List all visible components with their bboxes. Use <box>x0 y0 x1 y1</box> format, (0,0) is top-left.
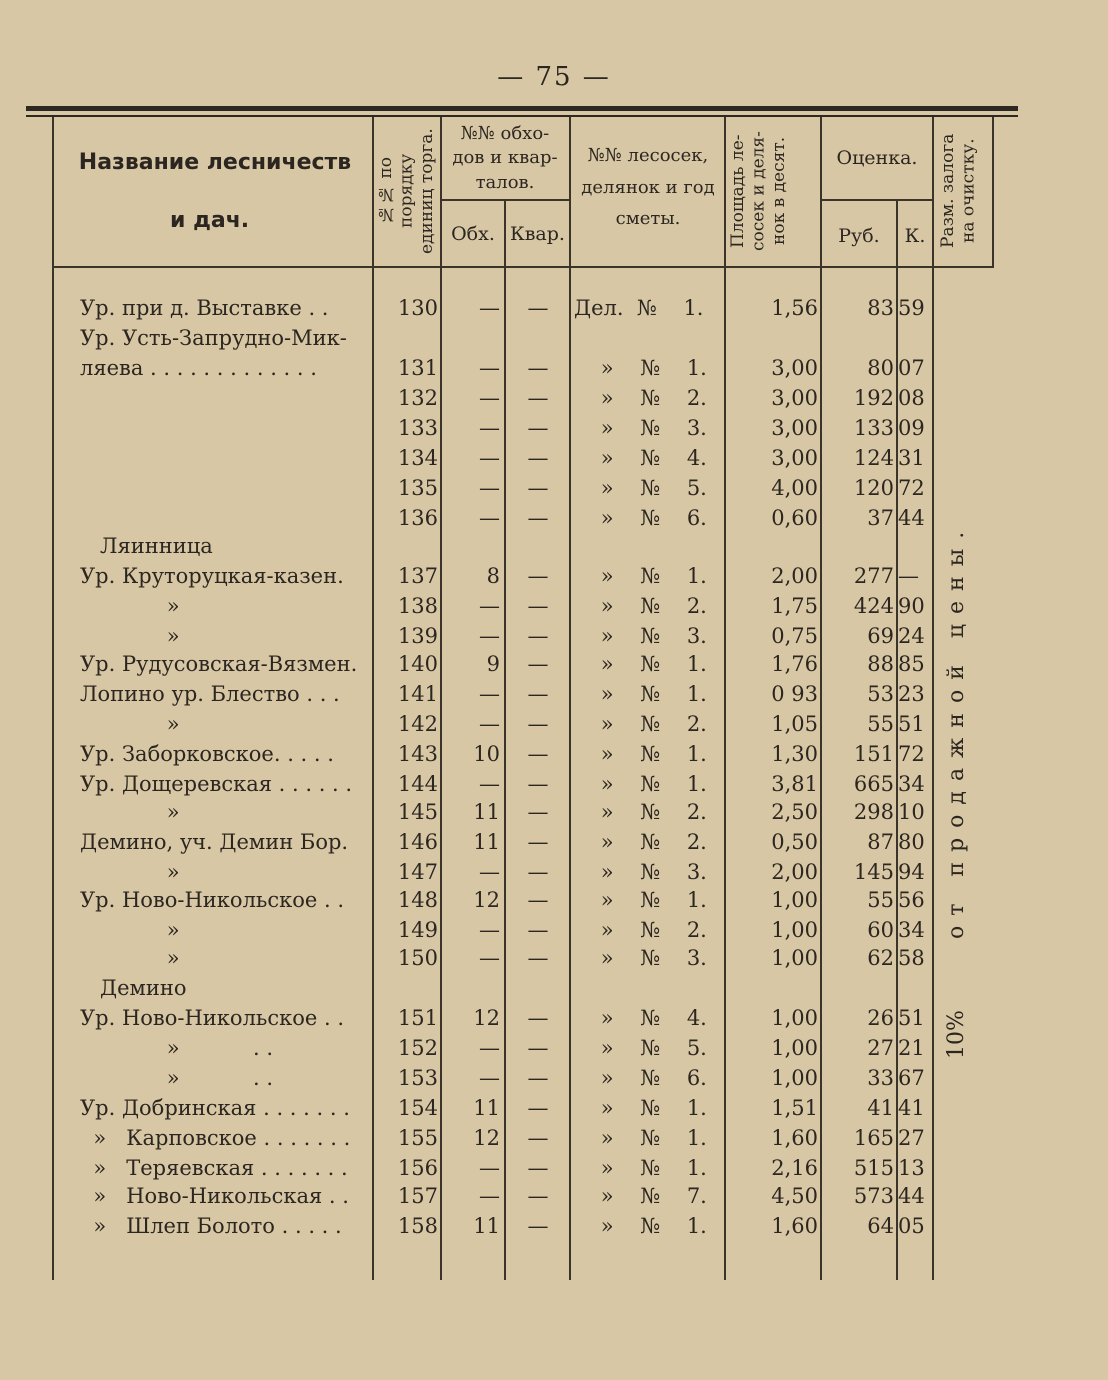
cell-kop: — <box>898 564 919 588</box>
cell-kop: 90 <box>898 594 925 618</box>
table-row <box>0 1156 1108 1186</box>
table-row <box>0 564 1108 594</box>
cell-rub: 665 <box>853 772 894 796</box>
cell-obh: — <box>479 296 500 320</box>
table-row <box>0 976 1108 1006</box>
cell-obh: — <box>479 1036 500 1060</box>
cell-name: Ур. Рудусовская-Вязмен. <box>80 652 358 676</box>
cell-kv: — <box>527 652 549 676</box>
cell-del: » № 2. <box>574 712 707 736</box>
cell-name: Ур. Заборковское. . . . . <box>80 742 334 766</box>
cell-obh: — <box>479 1156 500 1180</box>
cell-obh: — <box>479 772 500 796</box>
cell-rub: 192 <box>853 386 894 410</box>
cell-del: » № 1. <box>574 652 707 676</box>
cell-del: » № 1. <box>574 564 707 588</box>
cell-area: 1,51 <box>771 1096 818 1120</box>
cell-name: Демино <box>80 976 187 1000</box>
cell-del: » № 3. <box>574 416 707 440</box>
cell-name: Ур. при д. Выставке . . <box>80 296 329 320</box>
col-divider-zalog <box>992 117 994 267</box>
cell-kop: 51 <box>898 712 925 736</box>
cell-obh: — <box>479 594 500 618</box>
cell-del: » № 1. <box>574 1126 707 1150</box>
cell-rub: 145 <box>853 860 894 884</box>
cell-no: 139 <box>397 624 438 648</box>
table-row <box>0 1006 1108 1036</box>
cell-rub: 88 <box>867 652 894 676</box>
cell-name: Лопино ур. Блество . . . <box>80 682 340 706</box>
cell-kop: 58 <box>898 946 925 970</box>
cell-del: » № 1. <box>574 1156 707 1180</box>
cell-name: » Ново-Никольская . . <box>80 1184 349 1208</box>
cell-area: 1,60 <box>771 1214 818 1238</box>
cell-kv: — <box>527 888 549 912</box>
table-row <box>0 296 1108 326</box>
cell-obh: 9 <box>486 652 500 676</box>
cell-kop: 05 <box>898 1214 925 1238</box>
table-row <box>0 1126 1108 1156</box>
cell-area: 1,00 <box>771 1006 818 1030</box>
cell-kv: — <box>527 564 549 588</box>
cell-kv: — <box>527 830 549 854</box>
cell-kop: 85 <box>898 652 925 676</box>
cell-del: » № 1. <box>574 1214 707 1238</box>
cell-del: » № 1. <box>574 682 707 706</box>
cell-no: 153 <box>397 1066 438 1090</box>
cell-del: » № 2. <box>574 800 707 824</box>
cell-no: 131 <box>397 356 438 380</box>
table-row <box>0 1214 1108 1244</box>
cell-kop: 72 <box>898 742 925 766</box>
cell-kv: — <box>527 594 549 618</box>
cell-kop: 44 <box>898 1184 925 1208</box>
cell-kv: — <box>527 386 549 410</box>
cell-rub: 277 <box>853 564 894 588</box>
cell-rub: 55 <box>867 712 894 736</box>
table-row <box>0 918 1108 948</box>
cell-kop: 34 <box>898 772 925 796</box>
table-row <box>0 1066 1108 1096</box>
cell-kop: 59 <box>898 296 925 320</box>
cell-rub: 83 <box>867 296 894 320</box>
cell-area: 1,56 <box>771 296 818 320</box>
cell-obh: 11 <box>473 1096 500 1120</box>
cell-name: » <box>80 712 180 736</box>
table-row <box>0 888 1108 918</box>
cell-del: » № 5. <box>574 1036 707 1060</box>
cell-area: 1,00 <box>771 918 818 942</box>
cell-del: » № 2. <box>574 918 707 942</box>
cell-kv: — <box>527 506 549 530</box>
header-col-no: №№ по порядку единиц торга. <box>376 128 437 254</box>
cell-del: » № 1. <box>574 1096 707 1120</box>
cell-name: Ур. Добринская . . . . . . . <box>80 1096 350 1120</box>
cell-obh: — <box>479 446 500 470</box>
cell-rub: 298 <box>853 800 894 824</box>
cell-area: 1,60 <box>771 1126 818 1150</box>
cell-area: 3,00 <box>771 416 818 440</box>
cell-no: 152 <box>397 1036 438 1060</box>
cell-del: » № 2. <box>574 594 707 618</box>
cell-del: » № 7. <box>574 1184 707 1208</box>
cell-area: 1,00 <box>771 946 818 970</box>
cell-no: 154 <box>397 1096 438 1120</box>
table-row <box>0 772 1108 802</box>
cell-name: Ляинница <box>80 534 213 558</box>
cell-obh: 11 <box>473 830 500 854</box>
cell-obh: 10 <box>473 742 500 766</box>
cell-kop: 51 <box>898 1006 925 1030</box>
cell-obh: — <box>479 624 500 648</box>
cell-del: » № 1. <box>574 888 707 912</box>
cell-rub: 37 <box>867 506 894 530</box>
cell-kv: — <box>527 1006 549 1030</box>
cell-name: » <box>80 624 180 648</box>
table-row <box>0 742 1108 772</box>
cell-obh: — <box>479 682 500 706</box>
cell-area: 2,00 <box>771 860 818 884</box>
cell-del: » № 2. <box>574 830 707 854</box>
cell-area: 4,50 <box>771 1184 818 1208</box>
cell-kv: — <box>527 682 549 706</box>
cell-area: 1,05 <box>771 712 818 736</box>
cell-obh: — <box>479 918 500 942</box>
cell-obh: 12 <box>473 1126 500 1150</box>
cell-kop: 21 <box>898 1036 925 1060</box>
cell-obh: — <box>479 416 500 440</box>
cell-rub: 573 <box>853 1184 894 1208</box>
cell-kv: — <box>527 356 549 380</box>
cell-kop: 24 <box>898 624 925 648</box>
cell-kop: 08 <box>898 386 925 410</box>
page-number: — 75 — <box>497 62 611 92</box>
cell-no: 141 <box>397 682 438 706</box>
table-row <box>0 800 1108 830</box>
cell-obh: — <box>479 1066 500 1090</box>
table-row <box>0 946 1108 976</box>
cell-no: 138 <box>397 594 438 618</box>
cell-kv: — <box>527 772 549 796</box>
cell-kv: — <box>527 860 549 884</box>
cell-no: 145 <box>397 800 438 824</box>
cell-no: 133 <box>397 416 438 440</box>
cell-rub: 69 <box>867 624 894 648</box>
cell-obh: 8 <box>486 564 500 588</box>
cell-kv: — <box>527 946 549 970</box>
cell-obh: — <box>479 476 500 500</box>
table-row <box>0 416 1108 446</box>
cell-kop: 23 <box>898 682 925 706</box>
cell-rub: 55 <box>867 888 894 912</box>
cell-rub: 133 <box>853 416 894 440</box>
cell-no: 137 <box>397 564 438 588</box>
cell-kv: — <box>527 1036 549 1060</box>
cell-del: » № 1. <box>574 742 707 766</box>
cell-no: 140 <box>397 652 438 676</box>
cell-area: 2,00 <box>771 564 818 588</box>
cell-no: 151 <box>397 1006 438 1030</box>
cell-rub: 80 <box>867 356 894 380</box>
header-col-ocenka: Оценка. <box>836 147 918 169</box>
cell-obh: — <box>479 506 500 530</box>
cell-name: » <box>80 860 180 884</box>
header-col-kop: К. <box>904 225 926 247</box>
cell-kv: — <box>527 742 549 766</box>
cell-name: Ур. Дощеревская . . . . . . <box>80 772 353 796</box>
cell-del: » № 3. <box>574 624 707 648</box>
cell-rub: 165 <box>853 1126 894 1150</box>
cell-rub: 27 <box>867 1036 894 1060</box>
side-note-vertical: от продажной цены. <box>944 521 969 939</box>
cell-del: » № 3. <box>574 860 707 884</box>
cell-kop: 07 <box>898 356 925 380</box>
cell-kop: 34 <box>898 918 925 942</box>
cell-area: 0,75 <box>771 624 818 648</box>
cell-name: Ур. Усть-Запрудно-Мик- <box>80 326 347 350</box>
cell-rub: 515 <box>853 1156 894 1180</box>
table-row <box>0 624 1108 654</box>
header-col-zalog: Разм. залога на очистку. <box>938 133 979 249</box>
table-row <box>0 652 1108 682</box>
cell-kv: — <box>527 918 549 942</box>
cell-no: 150 <box>397 946 438 970</box>
cell-del: » № 5. <box>574 476 707 500</box>
cell-kv: — <box>527 1156 549 1180</box>
cell-obh: — <box>479 386 500 410</box>
cell-no: 157 <box>397 1184 438 1208</box>
cell-name: » Карповское . . . . . . . <box>80 1126 351 1150</box>
subheader-line-obh <box>440 199 569 201</box>
cell-kv: — <box>527 446 549 470</box>
cell-no: 132 <box>397 386 438 410</box>
table-row <box>0 1096 1108 1126</box>
side-note-percent: 10% <box>944 1010 969 1060</box>
cell-no: 135 <box>397 476 438 500</box>
cell-obh: 11 <box>473 800 500 824</box>
cell-kv: — <box>527 1214 549 1238</box>
table-row <box>0 1184 1108 1214</box>
cell-kop: 72 <box>898 476 925 500</box>
header-col-rub: Руб. <box>838 225 880 247</box>
cell-obh: — <box>479 1184 500 1208</box>
cell-kop: 27 <box>898 1126 925 1150</box>
cell-no: 147 <box>397 860 438 884</box>
cell-name: Демино, уч. Демин Бор. <box>80 830 349 854</box>
cell-del: » № 4. <box>574 1006 707 1030</box>
cell-kop: 94 <box>898 860 925 884</box>
cell-kv: — <box>527 1096 549 1120</box>
cell-area: 1,76 <box>771 652 818 676</box>
cell-obh: 11 <box>473 1214 500 1238</box>
cell-kop: 10 <box>898 800 925 824</box>
header-col-kvar: Квар. <box>510 223 565 245</box>
cell-rub: 64 <box>867 1214 894 1238</box>
cell-no: 143 <box>397 742 438 766</box>
cell-no: 130 <box>397 296 438 320</box>
cell-kv: — <box>527 624 549 648</box>
cell-kv: — <box>527 1066 549 1090</box>
cell-name: Ур. Ново-Никольское . . <box>80 888 344 912</box>
cell-obh: — <box>479 356 500 380</box>
table-row <box>0 476 1108 506</box>
header-col-obhody: №№ обхо- дов и квар- талов. <box>452 123 558 193</box>
header-col-area: Площадь ле- сосек и деля- нок в десят. <box>728 131 789 251</box>
cell-name: » Теряевская . . . . . . . <box>80 1156 348 1180</box>
cell-area: 1,00 <box>771 888 818 912</box>
cell-kop: 09 <box>898 416 925 440</box>
cell-no: 156 <box>397 1156 438 1180</box>
cell-name: » . . <box>80 1066 274 1090</box>
cell-area: 3,00 <box>771 446 818 470</box>
cell-kop: 41 <box>898 1096 925 1120</box>
cell-kv: — <box>527 1184 549 1208</box>
cell-area: 3,00 <box>771 386 818 410</box>
cell-name: » <box>80 918 180 942</box>
table-row <box>0 830 1108 860</box>
cell-area: 0 93 <box>771 682 818 706</box>
cell-name: » <box>80 594 180 618</box>
cell-rub: 53 <box>867 682 894 706</box>
cell-rub: 33 <box>867 1066 894 1090</box>
cell-no: 136 <box>397 506 438 530</box>
cell-rub: 41 <box>867 1096 894 1120</box>
table-row <box>0 594 1108 624</box>
cell-no: 148 <box>397 888 438 912</box>
cell-kv: — <box>527 800 549 824</box>
cell-no: 144 <box>397 772 438 796</box>
table-row <box>0 386 1108 416</box>
cell-del: » № 6. <box>574 506 707 530</box>
cell-area: 3,81 <box>771 772 818 796</box>
cell-kv: — <box>527 476 549 500</box>
table-row <box>0 356 1108 386</box>
cell-name: » <box>80 800 180 824</box>
cell-area: 0,60 <box>771 506 818 530</box>
cell-area: 2,50 <box>771 800 818 824</box>
table-row <box>0 326 1108 356</box>
cell-obh: 12 <box>473 888 500 912</box>
cell-area: 4,00 <box>771 476 818 500</box>
cell-kop: 56 <box>898 888 925 912</box>
cell-del: » № 2. <box>574 386 707 410</box>
cell-obh: — <box>479 712 500 736</box>
cell-rub: 120 <box>853 476 894 500</box>
cell-no: 149 <box>397 918 438 942</box>
cell-rub: 124 <box>853 446 894 470</box>
cell-area: 1,00 <box>771 1036 818 1060</box>
cell-no: 158 <box>397 1214 438 1238</box>
header-col-delyanki: №№ лесосек, делянок и год сметы. <box>581 145 715 229</box>
header-bottom-line <box>52 266 994 268</box>
cell-no: 134 <box>397 446 438 470</box>
cell-obh: — <box>479 860 500 884</box>
cell-area: 0,50 <box>771 830 818 854</box>
cell-del: » № 1. <box>574 356 707 380</box>
cell-kop: 80 <box>898 830 925 854</box>
cell-name: Ур. Ново-Никольское . . <box>80 1006 344 1030</box>
cell-del: Дел. № 1. <box>574 296 704 320</box>
cell-kv: — <box>527 1126 549 1150</box>
cell-del: » № 6. <box>574 1066 707 1090</box>
top-rule-thick <box>26 106 1018 111</box>
table-row <box>0 1036 1108 1066</box>
cell-no: 142 <box>397 712 438 736</box>
table-row <box>0 682 1108 712</box>
table-row <box>0 446 1108 476</box>
cell-rub: 60 <box>867 918 894 942</box>
cell-kop: 44 <box>898 506 925 530</box>
table-row <box>0 712 1108 742</box>
cell-rub: 424 <box>853 594 894 618</box>
cell-name: » . . <box>80 1036 274 1060</box>
cell-rub: 151 <box>853 742 894 766</box>
table-row <box>0 506 1108 536</box>
cell-obh: 12 <box>473 1006 500 1030</box>
header-col-name-2: и дач. <box>170 208 250 233</box>
cell-kop: 13 <box>898 1156 925 1180</box>
header-col-name: Название лесничеств <box>78 150 352 175</box>
cell-area: 1,75 <box>771 594 818 618</box>
cell-name: ляева . . . . . . . . . . . . . <box>80 356 317 380</box>
cell-kv: — <box>527 416 549 440</box>
cell-area: 2,16 <box>771 1156 818 1180</box>
cell-del: » № 4. <box>574 446 707 470</box>
cell-name: » Шлеп Болото . . . . . <box>80 1214 342 1238</box>
header-col-obh: Обх. <box>451 223 495 245</box>
table-row <box>0 534 1108 564</box>
cell-kv: — <box>527 296 549 320</box>
cell-rub: 26 <box>867 1006 894 1030</box>
cell-obh: — <box>479 946 500 970</box>
cell-kop: 31 <box>898 446 925 470</box>
cell-name: » <box>80 946 180 970</box>
cell-no: 155 <box>397 1126 438 1150</box>
cell-del: » № 3. <box>574 946 707 970</box>
table-row <box>0 860 1108 890</box>
cell-name: Ур. Круторуцкая-казен. <box>80 564 344 588</box>
cell-area: 1,30 <box>771 742 818 766</box>
cell-kop: 67 <box>898 1066 925 1090</box>
cell-area: 3,00 <box>771 356 818 380</box>
cell-del: » № 1. <box>574 772 707 796</box>
top-rule-thin <box>26 115 1018 117</box>
subheader-line-ocenka <box>820 199 932 201</box>
cell-area: 1,00 <box>771 1066 818 1090</box>
cell-no: 146 <box>397 830 438 854</box>
cell-rub: 87 <box>867 830 894 854</box>
cell-kv: — <box>527 712 549 736</box>
cell-rub: 62 <box>867 946 894 970</box>
